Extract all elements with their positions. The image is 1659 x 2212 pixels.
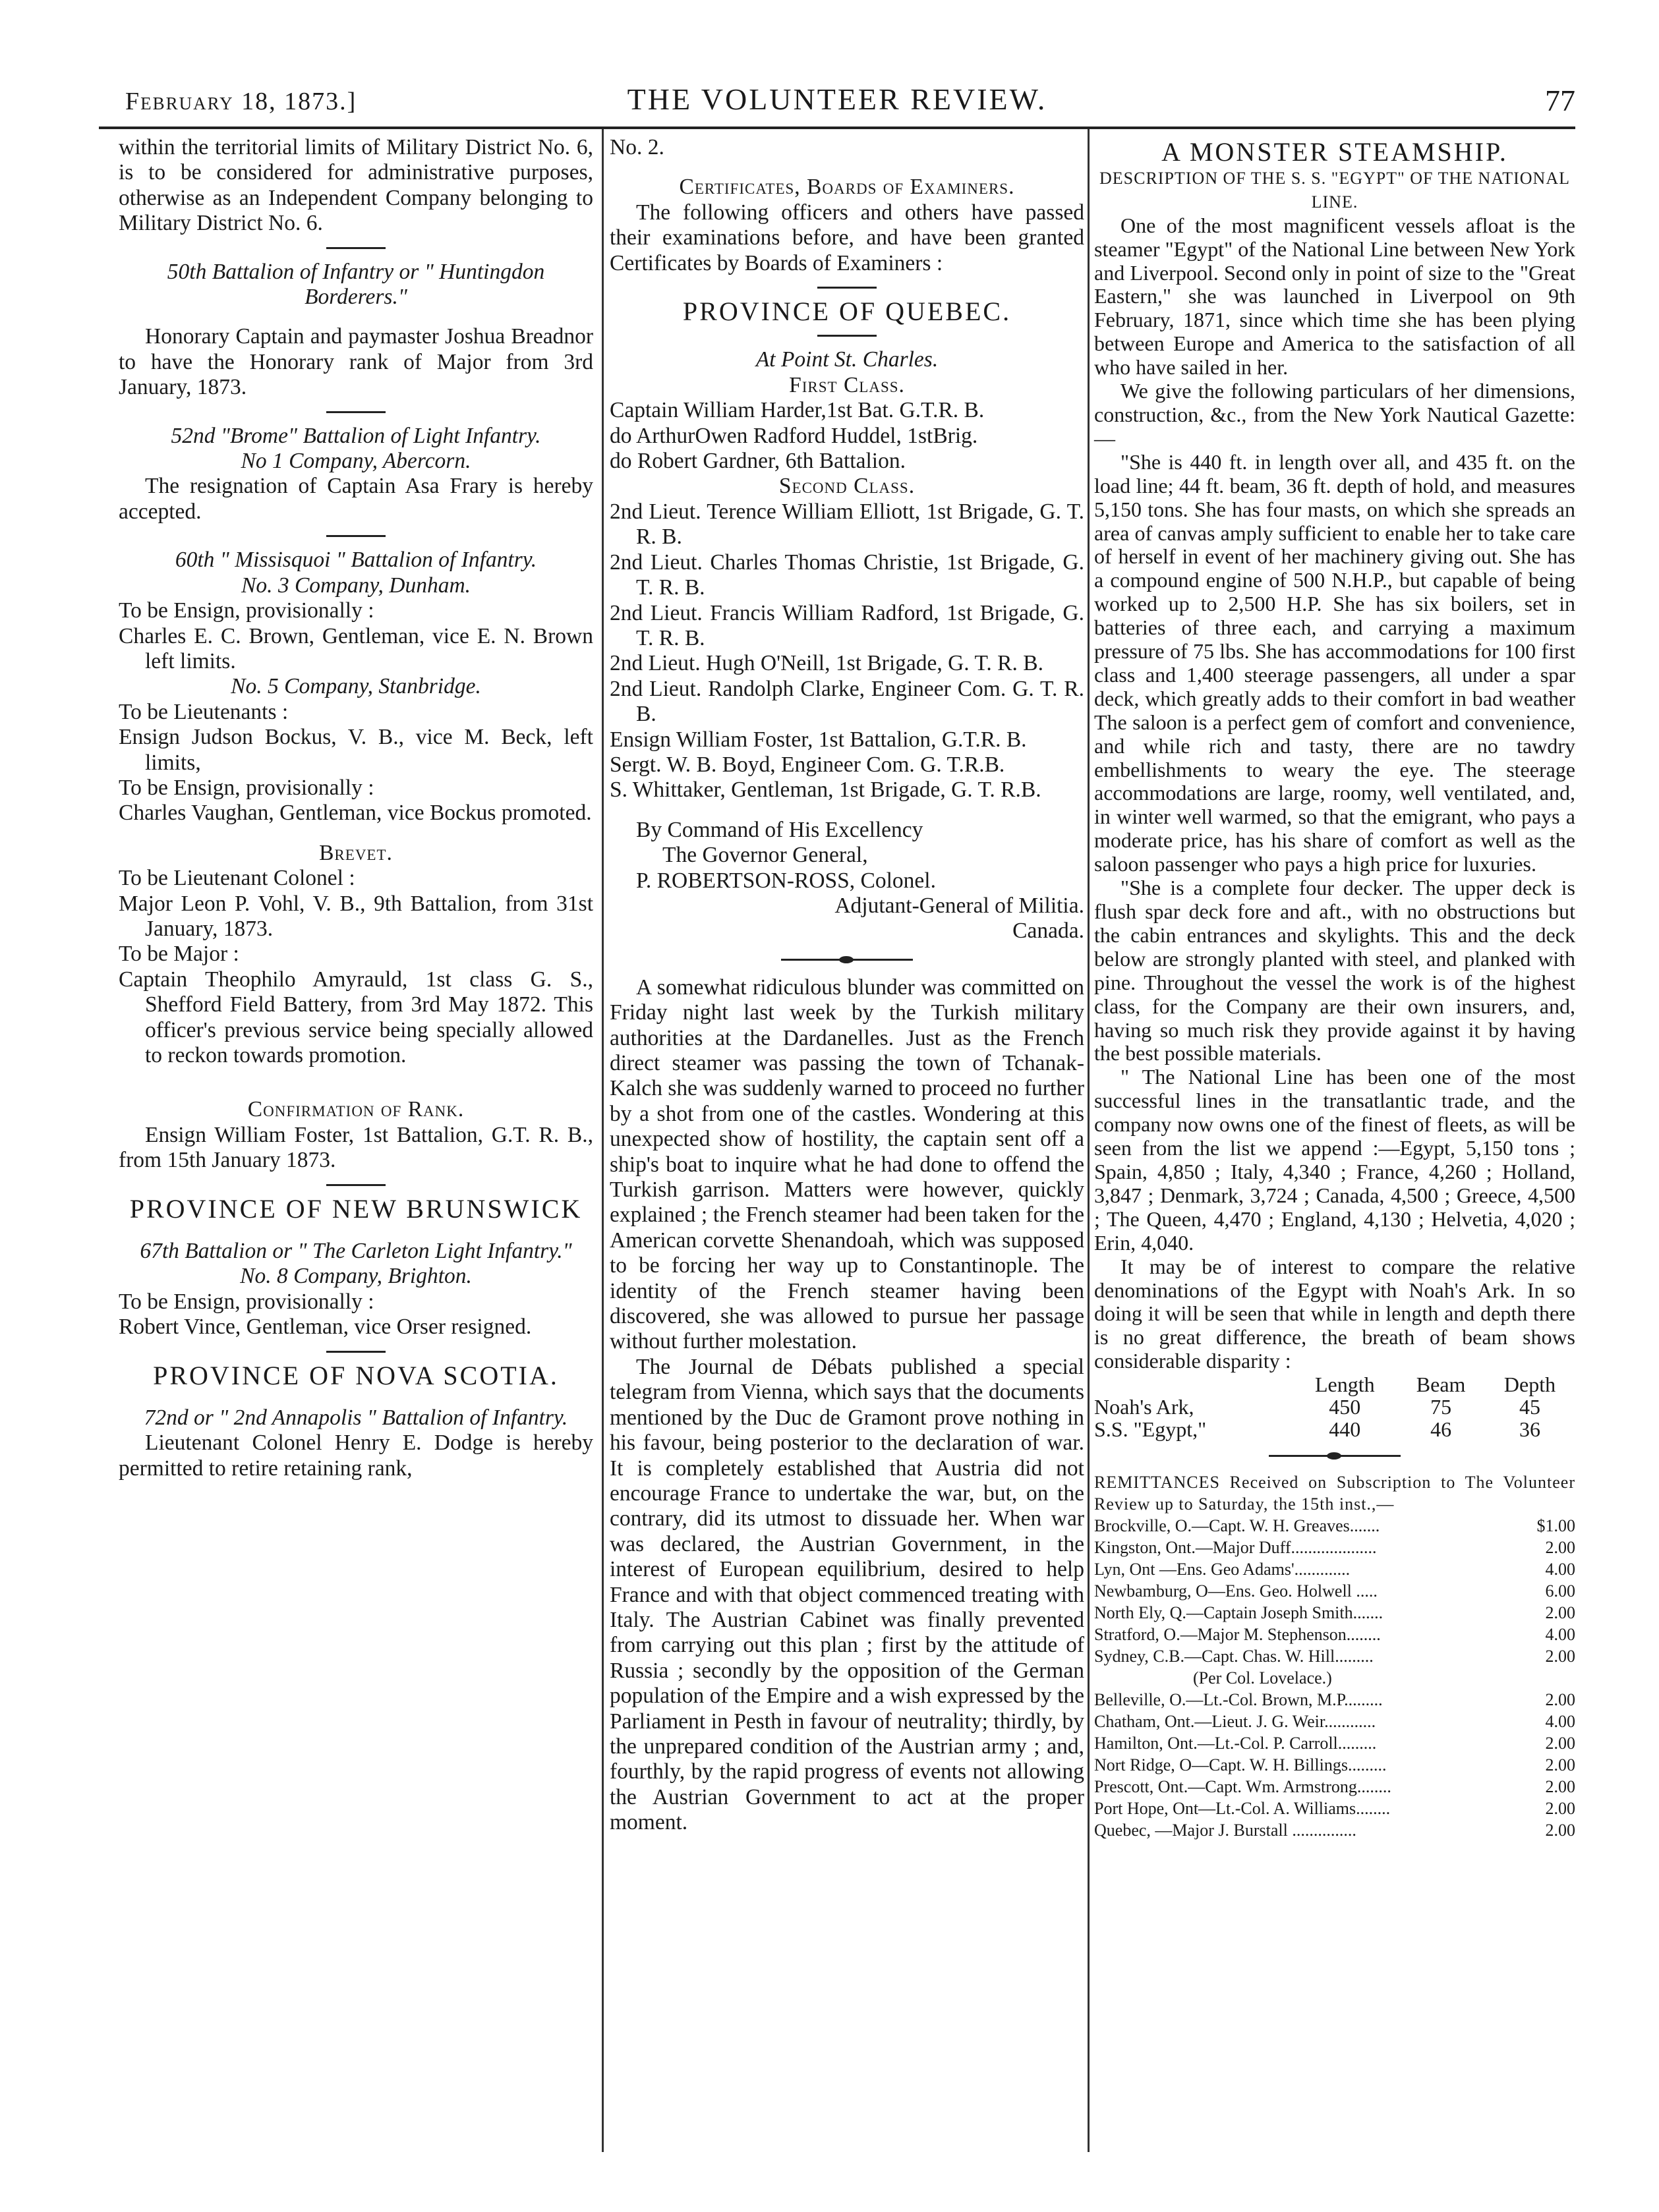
remittances-heading: REMITTANCES Received on Subscription to The Volunteer Review up to Saturday, the 15th inst.,— — [1094, 1473, 1575, 1514]
battalion-heading: 52nd "Brome" Battalion of Light Infantry. — [171, 423, 541, 448]
remittance-name: Stratford, O.—Major M. Stephenson........ — [1094, 1625, 1381, 1645]
place-heading: At Point St. Charles. — [755, 347, 939, 372]
article-subtitle: DESCRIPTION OF THE S. S. "EGYPT" OF THE NATIONAL LINE. — [1099, 168, 1570, 212]
separator — [326, 1351, 386, 1353]
remittance-row — [1094, 1537, 1575, 1558]
cell-length: 450 — [1329, 1395, 1361, 1419]
column-divider — [1088, 129, 1090, 2152]
cert-intro: The following officers and others have passed their examinations before, and have been granted Certificates by Boards of Examiners : — [610, 200, 1084, 275]
article-paragraph: "She is 440 ft. in length over all, and 435 ft. on the load line; 44 ft. beam, 36 ft. depth of hold, and measures 5,150 tons. She has four masts, on which she spreads an area of canvas amply sufficient to enable her to take care of herself in event of her machinery giving out. She has a compound engine of 500 N.H.P., but capable of being worked up to 2,500 H.P. She has six boilers, set in batteries of three each, and carrying a maximum pressure of 75 lbs. She has accommodations for 100 first class and 1,400 steerage passengers, all under a spar deck, which greatly adds to their comfort in bad weather The saloon is a perfect gem of comfort and convenience, and while rich and tasty, there are no tawdry embellishments to weary the eye. The steerage accommodations are large, roomy, well ventilated, and, in winter well warmed, so that the emigrant, who pays a moderate price, has his share of comfort as well as the saloon passenger who pays a high price for luxuries. — [1094, 449, 1575, 876]
province-heading: PROVINCE OF QUEBEC. — [682, 297, 1012, 327]
remittance-name: Newbamburg, O—Ens. Geo. Holwell ..... — [1094, 1581, 1378, 1601]
remittance-name: (Per Col. Lovelace.) — [1193, 1668, 1332, 1688]
remittance-name: Kingston, Ont.—Major Duff.................... — [1094, 1538, 1377, 1558]
column-3 — [1094, 135, 1575, 1841]
appointment-heading: To be Ensign, provisionally : — [119, 598, 374, 623]
article-paragraph: It may be of interest to compare the relative denominations of the Egypt with Noah's Ark. In so doing it will be seen that while in length and depth there is no great difference, the breath of beam shows considerable disparity : — [1094, 1254, 1575, 1373]
appointment-heading: To be Major : — [119, 942, 239, 967]
intro-paragraph: within the territorial limits of Military District No. 6, is to be considered for administrative purposes, otherwise as an Independent Company belonging to Military District No. 6. — [119, 135, 593, 236]
row-name: S.S. "Egypt," — [1094, 1417, 1207, 1442]
remittance-amount: 4.00 — [1545, 1560, 1575, 1579]
remittance-row — [1094, 1776, 1575, 1798]
order-text: Charles Vaughan, Gentleman, vice Bockus promoted. — [119, 801, 592, 826]
remittance-row — [1094, 1602, 1575, 1624]
signatory-location: Canada. — [1012, 919, 1084, 944]
remittance-row — [1094, 1754, 1575, 1776]
remittance-name: Chatham, Ont.—Lieut. J. G. Weir............ — [1094, 1712, 1376, 1732]
table-row — [1094, 1396, 1575, 1418]
remittance-name: Prescott, Ont.—Capt. Wm. Armstrong........ — [1094, 1777, 1391, 1797]
remittance-row — [1094, 1819, 1575, 1841]
page-header — [99, 78, 1575, 124]
order-text: Charles E. C. Brown, Gentleman, vice E. N. Brown left limits. — [119, 623, 593, 673]
article-paragraph: One of the most magnificent vessels afloat is the steamer "Egypt" of the National Line between New York and Liverpool. Second only in point of size to the "Great Eastern," she was launched in Liverpool on 9th February, 1871, since which time she has been plying between Europe and America to the satisfaction of all who have sailed in her. — [1094, 213, 1575, 380]
certificate-entry: do Robert Gardner, 6th Battalion. — [610, 449, 906, 474]
remittance-amount: 4.00 — [1545, 1625, 1575, 1645]
certificate-entry: do ArthurOwen Radford Huddel, 1stBrig. — [610, 423, 978, 448]
remittance-row — [1094, 1689, 1575, 1711]
appointment-heading: To be Ensign, provisionally : — [119, 775, 374, 800]
remittance-row — [1094, 1711, 1575, 1732]
remittance-row — [1094, 1515, 1575, 1537]
column-header: Depth — [1503, 1373, 1556, 1397]
appointment-heading: To be Lieutenant Colonel : — [119, 866, 355, 891]
cell-depth: 36 — [1519, 1417, 1540, 1442]
article-paragraph: " The National Line has been one of the most successful lines in the transatlantic trade, and the company now owns one of the finest of fleets, as will be seen from the list we append :—Egypt, 5,150 tons ; Spain, 4,850 ; Italy, 4,340 ; France, 4,260 ; Holland, 3,847 ; Denmark, 3,724 ; Canada, 4,500 ; Greece, 4,500 ; The Queen, 4,470 ; England, 4,130 ; Helvetia, 4,020 ; Erin, 4,040. — [1094, 1065, 1575, 1255]
signatory-name: P. ROBERTSON-ROSS, Colonel. — [636, 868, 936, 893]
article-title: A MONSTER STEAMSHIP. — [1161, 137, 1508, 167]
article-paragraph: The Journal de Débats published a special telegram from Vienna, which says that the documents mentioned by the Duc de Gramont prove nothing in his favour, being posterior to the declaration of war. It is completely established that Austria did not encourage France to undertake the war, but, on the contrary, did its utmost to dissuade her. When war was declared, the Austrian Government, in the interest of European equilibrium, desired to help France and with that object commenced treating with Italy. The Austrian Cabinet was finally prevented from carrying out this plan ; first by the attitude of Russia ; secondly by the opposition of the German population of the Empire and a wish expressed by the Parliament in Pesth in favour of neutrality; thirdly, by the unprepared condition of the Austrian army ; and, fourthly, by the rapid progress of events not allowing the Austrian Government to act at the proper moment. — [610, 1354, 1084, 1835]
command-line: By Command of His Excellency — [636, 817, 923, 842]
section-heading: Certificates, Boards of Examiners. — [679, 175, 1015, 200]
remittance-name: Quebec, —Major J. Burstall ............... — [1094, 1821, 1356, 1840]
battalion-heading: 50th Battalion of Infantry or " Huntingdon Borderers." — [167, 259, 545, 310]
appointment-heading: To be Ensign, provisionally : — [119, 1289, 374, 1314]
command-line: The Governor General, — [662, 843, 868, 868]
separator — [326, 411, 386, 413]
table-row — [1094, 1418, 1575, 1440]
remittance-name: Brockville, O.—Capt. W. H. Greaves....... — [1094, 1516, 1380, 1536]
remittance-row — [1094, 1732, 1575, 1754]
remittance-amount: 2.00 — [1545, 1603, 1575, 1623]
remittance-row — [1094, 1645, 1575, 1667]
separator — [326, 535, 386, 537]
remittance-amount: 2.00 — [1545, 1647, 1575, 1666]
page-number: 77 — [1545, 84, 1575, 117]
row-name: Noah's Ark, — [1094, 1395, 1194, 1419]
remittance-row — [1094, 1667, 1575, 1689]
remittance-amount: 2.00 — [1545, 1734, 1575, 1753]
certificate-entry: 2nd Lieut. Charles Thomas Christie, 1st Brigade, G. T. R. B. — [610, 550, 1084, 600]
ornament-separator — [781, 959, 913, 961]
certificate-entry: S. Whittaker, Gentleman, 1st Brigade, G. T. R.B. — [610, 778, 1041, 803]
remittance-amount: $1.00 — [1536, 1516, 1575, 1536]
order-text: Ensign Judson Bockus, V. B., vice M. Beck, left limits, — [119, 725, 593, 775]
remittance-amount: 2.00 — [1545, 1799, 1575, 1819]
section-heading: Confirmation of Rank. — [247, 1097, 465, 1122]
remittance-name: Hamilton, Ont.—Lt.-Col. P. Carroll......... — [1094, 1734, 1377, 1753]
article-paragraph: We give the following particulars of her dimensions, construction, &c., from the New York Nautical Gazette:— — [1094, 379, 1575, 450]
remittance-name: Lyn, Ont —Ens. Geo Adams'............. — [1094, 1560, 1351, 1579]
certificate-entry: 2nd Lieut. Francis William Radford, 1st Brigade, G. T. R. B. — [610, 600, 1084, 650]
order-text: Robert Vince, Gentleman, vice Orser resigned. — [119, 1315, 532, 1340]
column-divider — [602, 129, 604, 2152]
section-heading: Brevet. — [319, 840, 393, 865]
cell-beam: 75 — [1430, 1395, 1452, 1419]
order-text: Ensign William Foster, 1st Battalion, G.T. R. B., from 15th January 1873. — [119, 1122, 593, 1173]
remittance-row — [1094, 1580, 1575, 1602]
remittance-amount: 4.00 — [1545, 1712, 1575, 1732]
order-text: Honorary Captain and paymaster Joshua Breadnor to have the Honorary rank of Major from 3rd January, 1873. — [119, 324, 593, 400]
issue-date: February 18, 1873.] — [125, 88, 357, 115]
remittances-list — [1094, 1515, 1575, 1841]
order-number: No. 2. — [610, 135, 664, 159]
remittance-name: Belleville, O.—Lt.-Col. Brown, M.P......... — [1094, 1690, 1383, 1710]
certificate-entry: 2nd Lieut. Hugh O'Neill, 1st Brigade, G. T. R. B. — [610, 651, 1043, 676]
company-heading: No 1 Company, Abercorn. — [241, 449, 471, 474]
cell-beam: 46 — [1430, 1417, 1452, 1442]
battalion-heading: 72nd or " 2nd Annapolis " Battalion of Infantry. — [144, 1405, 568, 1431]
header-rule — [99, 127, 1575, 129]
remittance-name: Sydney, C.B.—Capt. Chas. W. Hill......... — [1094, 1647, 1374, 1666]
signatory-title: Adjutant-General of Militia. — [834, 893, 1084, 918]
appointment-heading: To be Lieutenants : — [119, 699, 289, 724]
separator — [817, 335, 877, 337]
separator — [817, 287, 877, 289]
cell-depth: 45 — [1519, 1395, 1540, 1419]
remittance-amount: 2.00 — [1545, 1690, 1575, 1710]
company-heading: No. 3 Company, Dunham. — [241, 573, 471, 598]
column-1 — [119, 135, 593, 1481]
certificate-entry: Ensign William Foster, 1st Battalion, G.T.R. B. — [610, 727, 1027, 752]
order-text: Lieutenant Colonel Henry E. Dodge is hereby permitted to retire retaining rank, — [119, 1431, 593, 1481]
order-text: Major Leon P. Vohl, V. B., 9th Battalion, from 31st January, 1873. — [119, 891, 593, 941]
certificate-entry: 2nd Lieut. Terence William Elliott, 1st Brigade, G. T. R. B. — [610, 499, 1084, 550]
article-paragraph: A somewhat ridiculous blunder was committed on Friday night last week by the Turkish military authorities at the Dardanelles. Just as the French direct steamer was passing the town of Tchanak-Kalch she was suddenly warned to proceed no further by a shot from one of the castles. Wondering at this unexpected show of hostility, the captain sent off a ship's boat to inquire what he had done to offend the Turkish garrison. Matters were however, quickly explained ; the French steamer had been taken for the American corvette Shenandoah, which was supposed to be forcing her way up to Constantinople. The identity of the French steamer having been discovered, she was allowed to pursue her passage without further molestation. — [610, 975, 1085, 1354]
order-text: The resignation of Captain Asa Frary is hereby accepted. — [119, 474, 593, 524]
certificate-entry: Captain William Harder,1st Bat. G.T.R. B. — [610, 398, 985, 423]
column-header: Beam — [1416, 1373, 1466, 1397]
class-heading: First Class. — [789, 372, 905, 397]
remittance-name: Port Hope, Ont—Lt.-Col. A. Williams........ — [1094, 1799, 1391, 1819]
column-header: Length — [1314, 1373, 1375, 1397]
remittance-amount: 2.00 — [1545, 1538, 1575, 1558]
certificate-entry: Sergt. W. B. Boyd, Engineer Com. G. T.R.B. — [610, 752, 1005, 777]
province-heading: PROVINCE OF NOVA SCOTIA. — [153, 1360, 559, 1390]
cell-length: 440 — [1329, 1417, 1361, 1442]
certificate-entry: 2nd Lieut. Randolph Clarke, Engineer Com. G. T. R. B. — [610, 676, 1084, 727]
province-heading: PROVINCE OF NEW BRUNSWICK — [129, 1193, 583, 1224]
remittance-row — [1094, 1624, 1575, 1645]
ornament-separator — [1269, 1455, 1401, 1457]
company-heading: No. 5 Company, Stanbridge. — [231, 674, 481, 699]
comparison-table — [1094, 1373, 1575, 1440]
remittance-amount: 2.00 — [1545, 1821, 1575, 1840]
battalion-heading: 60th " Missisquoi " Battalion of Infantry. — [175, 548, 537, 573]
remittance-name: North Ely, Q.—Captain Joseph Smith....... — [1094, 1603, 1383, 1623]
separator — [326, 247, 386, 249]
order-text: Captain Theophilo Amyrauld, 1st class G. S., Shefford Field Battery, from 3rd May 1872. This officer's previous service being specially allowed to reckon towards promotion. — [119, 967, 593, 1067]
remittance-name: Nort Ridge, O—Capt. W. H. Billings......... — [1094, 1755, 1387, 1775]
remittance-amount: 6.00 — [1545, 1581, 1575, 1601]
company-heading: No. 8 Company, Brighton. — [240, 1264, 472, 1289]
remittance-amount: 2.00 — [1545, 1755, 1575, 1775]
remittance-row — [1094, 1558, 1575, 1580]
remittance-row — [1094, 1798, 1575, 1819]
remittance-amount — [1528, 1667, 1575, 1689]
column-2 — [610, 135, 1084, 1836]
masthead: THE VOLUNTEER REVIEW. — [627, 82, 1047, 116]
class-heading: Second Class. — [778, 474, 916, 499]
separator — [326, 1184, 386, 1186]
battalion-heading: 67th Battalion or " The Carleton Light Infantry." — [140, 1239, 572, 1264]
remittance-amount: 2.00 — [1545, 1777, 1575, 1797]
table-header-row — [1094, 1373, 1575, 1396]
article-paragraph: "She is a complete four decker. The upper deck is flush spar deck fore and aft., with no obstructions but the cabin entrances and skylights. This and the deck below are strongly planted with steel, and planked with pine. Throughout the vessel the work is of the highest class, for the Company are their own insurers, and, having so much risk they provide against it by having the best possible materials. — [1094, 876, 1575, 1065]
